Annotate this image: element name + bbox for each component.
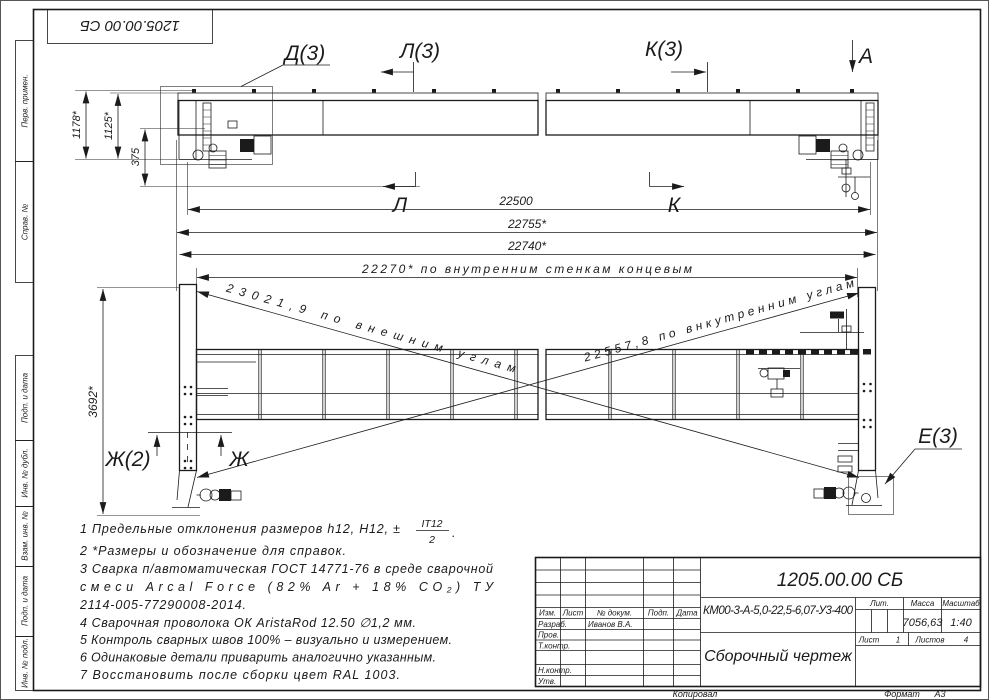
margin-label-perv-primen: Перв. примен. (20, 74, 30, 128)
view-label-zh: Ж (229, 448, 249, 471)
title-mass-value: 7056,63 (902, 617, 943, 629)
corner-stamp (48, 10, 213, 44)
girder-elev-right (546, 350, 859, 420)
view-label-l: Л (392, 194, 408, 217)
end-leg-left-details (172, 386, 241, 508)
end-leg-right (859, 288, 876, 471)
title-scale-label: Масштаб (942, 599, 980, 608)
dim-1178: 1178* (71, 111, 83, 139)
title-sheet-label: Лист (858, 635, 880, 645)
end-leg-left (180, 285, 197, 471)
title-sheets-label: Листов (915, 635, 945, 645)
girder-plan-right (546, 101, 878, 136)
note-1: 1 Предельные отклонения размеров h12, Н12, ± (80, 522, 400, 536)
note-6: 6 Одинаковые детали приварить аналогично указанным. (80, 650, 436, 665)
technical-notes (79, 518, 495, 682)
note-3-line2: смеси Arcal Force (82% Ar + 18% CO₂) ТУ (80, 580, 494, 594)
title-block (536, 558, 981, 687)
view-label-k: К (667, 194, 681, 217)
title-col-list: Лист (562, 608, 584, 618)
end-truck-left (179, 101, 271, 169)
title-row-tkontr: Т.контр. (538, 641, 571, 651)
title-sheets-value: 4 (963, 635, 969, 645)
detail-box-d3 (161, 87, 273, 165)
end-leg-right-details (814, 383, 894, 515)
note-1-fraction-denominator: 2 (429, 534, 435, 546)
title-col-doc: № докум. (596, 608, 633, 618)
title-row-razrab: Разраб. (538, 620, 567, 629)
view-label-zh2: Ж(2) (105, 448, 151, 471)
note-4: 4 Сварочная проволока ОК AristaRod 12.50 ∅1,2 мм. (80, 616, 416, 630)
title-row-nkontr: Н.контр. (538, 666, 572, 675)
walkway-studs (192, 89, 854, 93)
equipment-top-right (800, 309, 864, 350)
plan-view (161, 87, 879, 200)
margin-label-inv-podl: Инв. № подл. (20, 638, 30, 688)
note-5: 5 Контроль сварных швов 100% – визуально и измерением. (80, 633, 452, 647)
title-col-podp: Подп. (647, 608, 670, 618)
corner-stamp-number: 1205.00.00 СБ (80, 17, 180, 34)
dim-22755: 22755* (507, 217, 547, 231)
title-row-prov: Пров. (538, 630, 560, 640)
equipment-mid-right (758, 368, 800, 397)
title-col-izm: Изм. (538, 608, 557, 618)
view-label-d3: Д(3) (284, 42, 326, 65)
note-3-line1: 3 Сварка п/автоматическая ГОСТ 14771-76 в среде сварочной (80, 562, 493, 576)
footer-format-value: А3 (934, 689, 946, 699)
note-2: 2 *Размеры и обозначение для справок. (80, 544, 346, 558)
dim-22270: 22270* по внутренним стенкам концевым (362, 262, 692, 276)
plan-dimensions (71, 91, 878, 298)
margin-label-podp-data-1: Подп. и дата (20, 372, 30, 424)
dim-diag-outer: 23021,9 по внешним углам (224, 280, 518, 376)
view-label-l3: Л(3) (399, 40, 441, 63)
margin-label-sprav-no: Справ. № (20, 203, 30, 241)
note-1-fraction-numerator: IT12 (421, 518, 443, 530)
title-lit-label: Лит. (870, 599, 889, 608)
title-mass-label: Масса (910, 599, 935, 608)
pendant-lines (838, 160, 870, 198)
dim-375: 375 (130, 147, 142, 167)
title-scale-value: 1:40 (950, 617, 972, 629)
title-doc-number: 1205.00.00 СБ (776, 570, 904, 591)
dim-1125: 1125* (103, 112, 115, 140)
plan-view-labels (241, 38, 873, 92)
dim-diag-inner: 22557,8 по внкутренним углам (582, 275, 856, 365)
title-col-data: Дата (676, 608, 698, 618)
view-label-e3: Е(3) (918, 425, 958, 448)
elevation-view (172, 276, 894, 515)
title-razrab-name: Иванов В.А. (588, 620, 633, 629)
dim-22500: 22500 (499, 194, 533, 208)
girder-plan-left (178, 101, 538, 136)
margin-column (16, 41, 34, 691)
note-7: 7 Восстановить после сборки цвет RAL 1003. (80, 668, 400, 682)
title-row-utv: Утв. (538, 677, 557, 686)
footer-kopiroval: Копировал (672, 689, 718, 699)
note-1-tail: . (452, 526, 456, 540)
dim-22740: 22740* (507, 239, 547, 253)
dim-3692: 3692* (86, 386, 100, 418)
view-label-a: А (858, 45, 874, 68)
note-3-line3: 2114-005-77290008-2014. (80, 598, 246, 612)
margin-label-podp-data-2: Подп. и дата (20, 575, 30, 627)
footer-format-label: Формат (884, 689, 920, 699)
end-truck-right (799, 101, 878, 200)
margin-label-vzam-inv: Взам. инв. № (20, 511, 30, 561)
elevation-dimensions (86, 288, 962, 516)
title-designation: КМ00-3-А-5,0-22,5-6,07-У3-400 (703, 605, 853, 617)
margin-label-inv-dubl: Инв. № дубл. (20, 448, 30, 498)
view-label-k3: К(3) (644, 38, 684, 61)
title-doc-type: Сборочный чертеж (704, 648, 852, 665)
title-sheet-value: 1 (895, 635, 901, 645)
